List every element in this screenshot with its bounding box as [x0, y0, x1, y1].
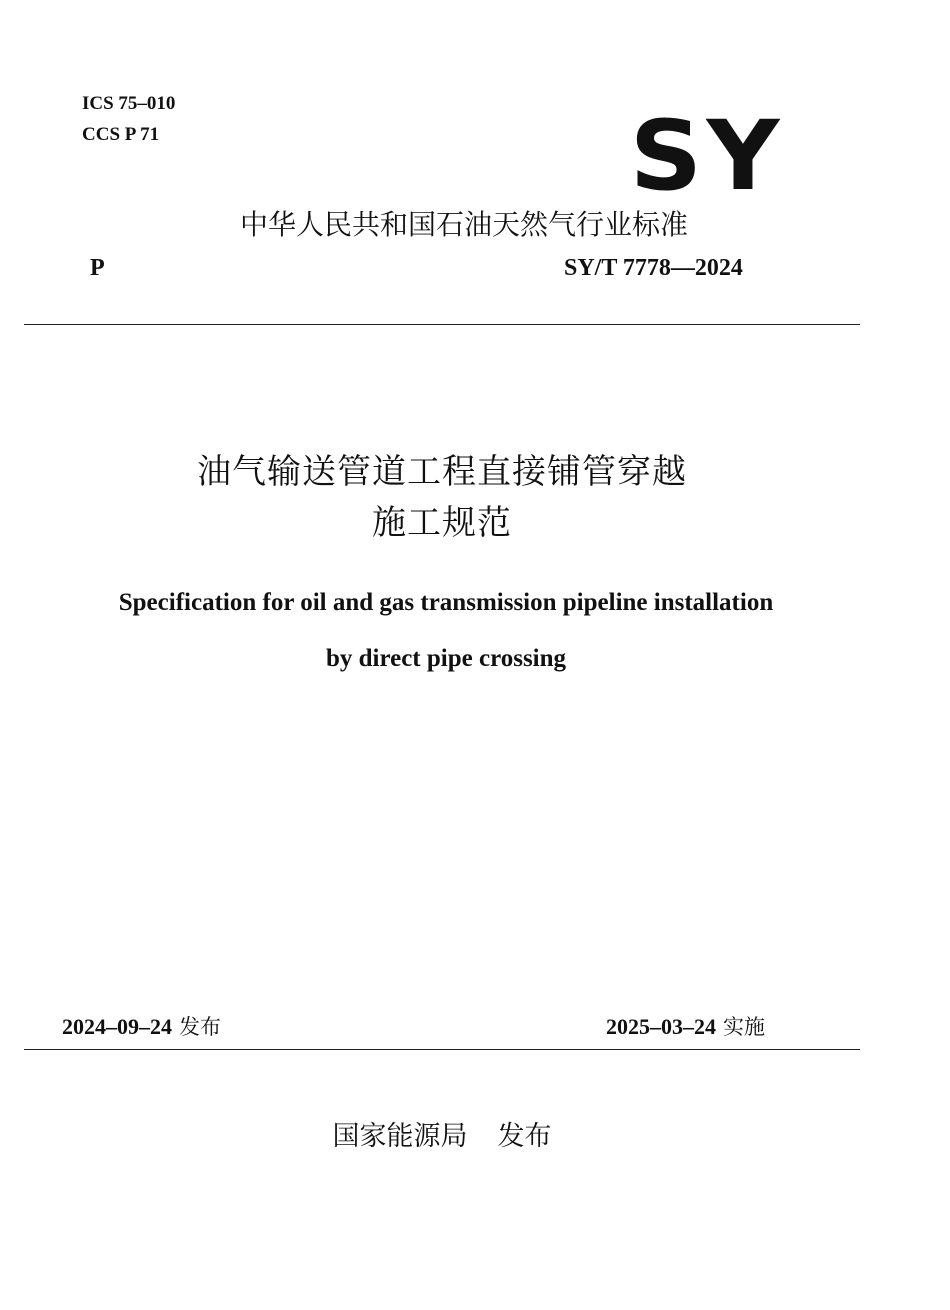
- publisher-line: [0, 1114, 884, 1153]
- effective-date-block: [606, 1011, 765, 1041]
- issue-label: 发布: [179, 1015, 221, 1039]
- effective-label: 实施: [723, 1015, 765, 1039]
- issue-date-block: [62, 1011, 221, 1041]
- effective-date: 2025–03–24: [606, 1014, 716, 1039]
- title-en-line2: by direct pipe crossing: [325, 645, 567, 672]
- ics-code: ICS 75–010: [82, 93, 176, 114]
- sy-logo: SY: [630, 100, 784, 212]
- title-en-line1: Specification for oil and gas transmission pipeline installation: [118, 589, 774, 616]
- classification-codes: [82, 88, 175, 150]
- ccs-code: CCS P 71: [82, 124, 160, 145]
- bottom-divider: [24, 1049, 860, 1050]
- category-code: P: [90, 255, 105, 281]
- standard-number: SY/T 7778—2024: [564, 255, 743, 281]
- industry-standard-title: 中华人民共和国石油天然气行业标准: [240, 208, 689, 241]
- top-divider: [24, 324, 860, 325]
- title-zh-line1: 油气输送管道工程直接铺管穿越: [197, 452, 687, 492]
- issue-date: 2024–09–24: [62, 1014, 172, 1039]
- publisher-name: 国家能源局: [332, 1121, 468, 1152]
- publish-label: 发布: [497, 1121, 552, 1152]
- title-zh-line2: 施工规范: [372, 503, 512, 543]
